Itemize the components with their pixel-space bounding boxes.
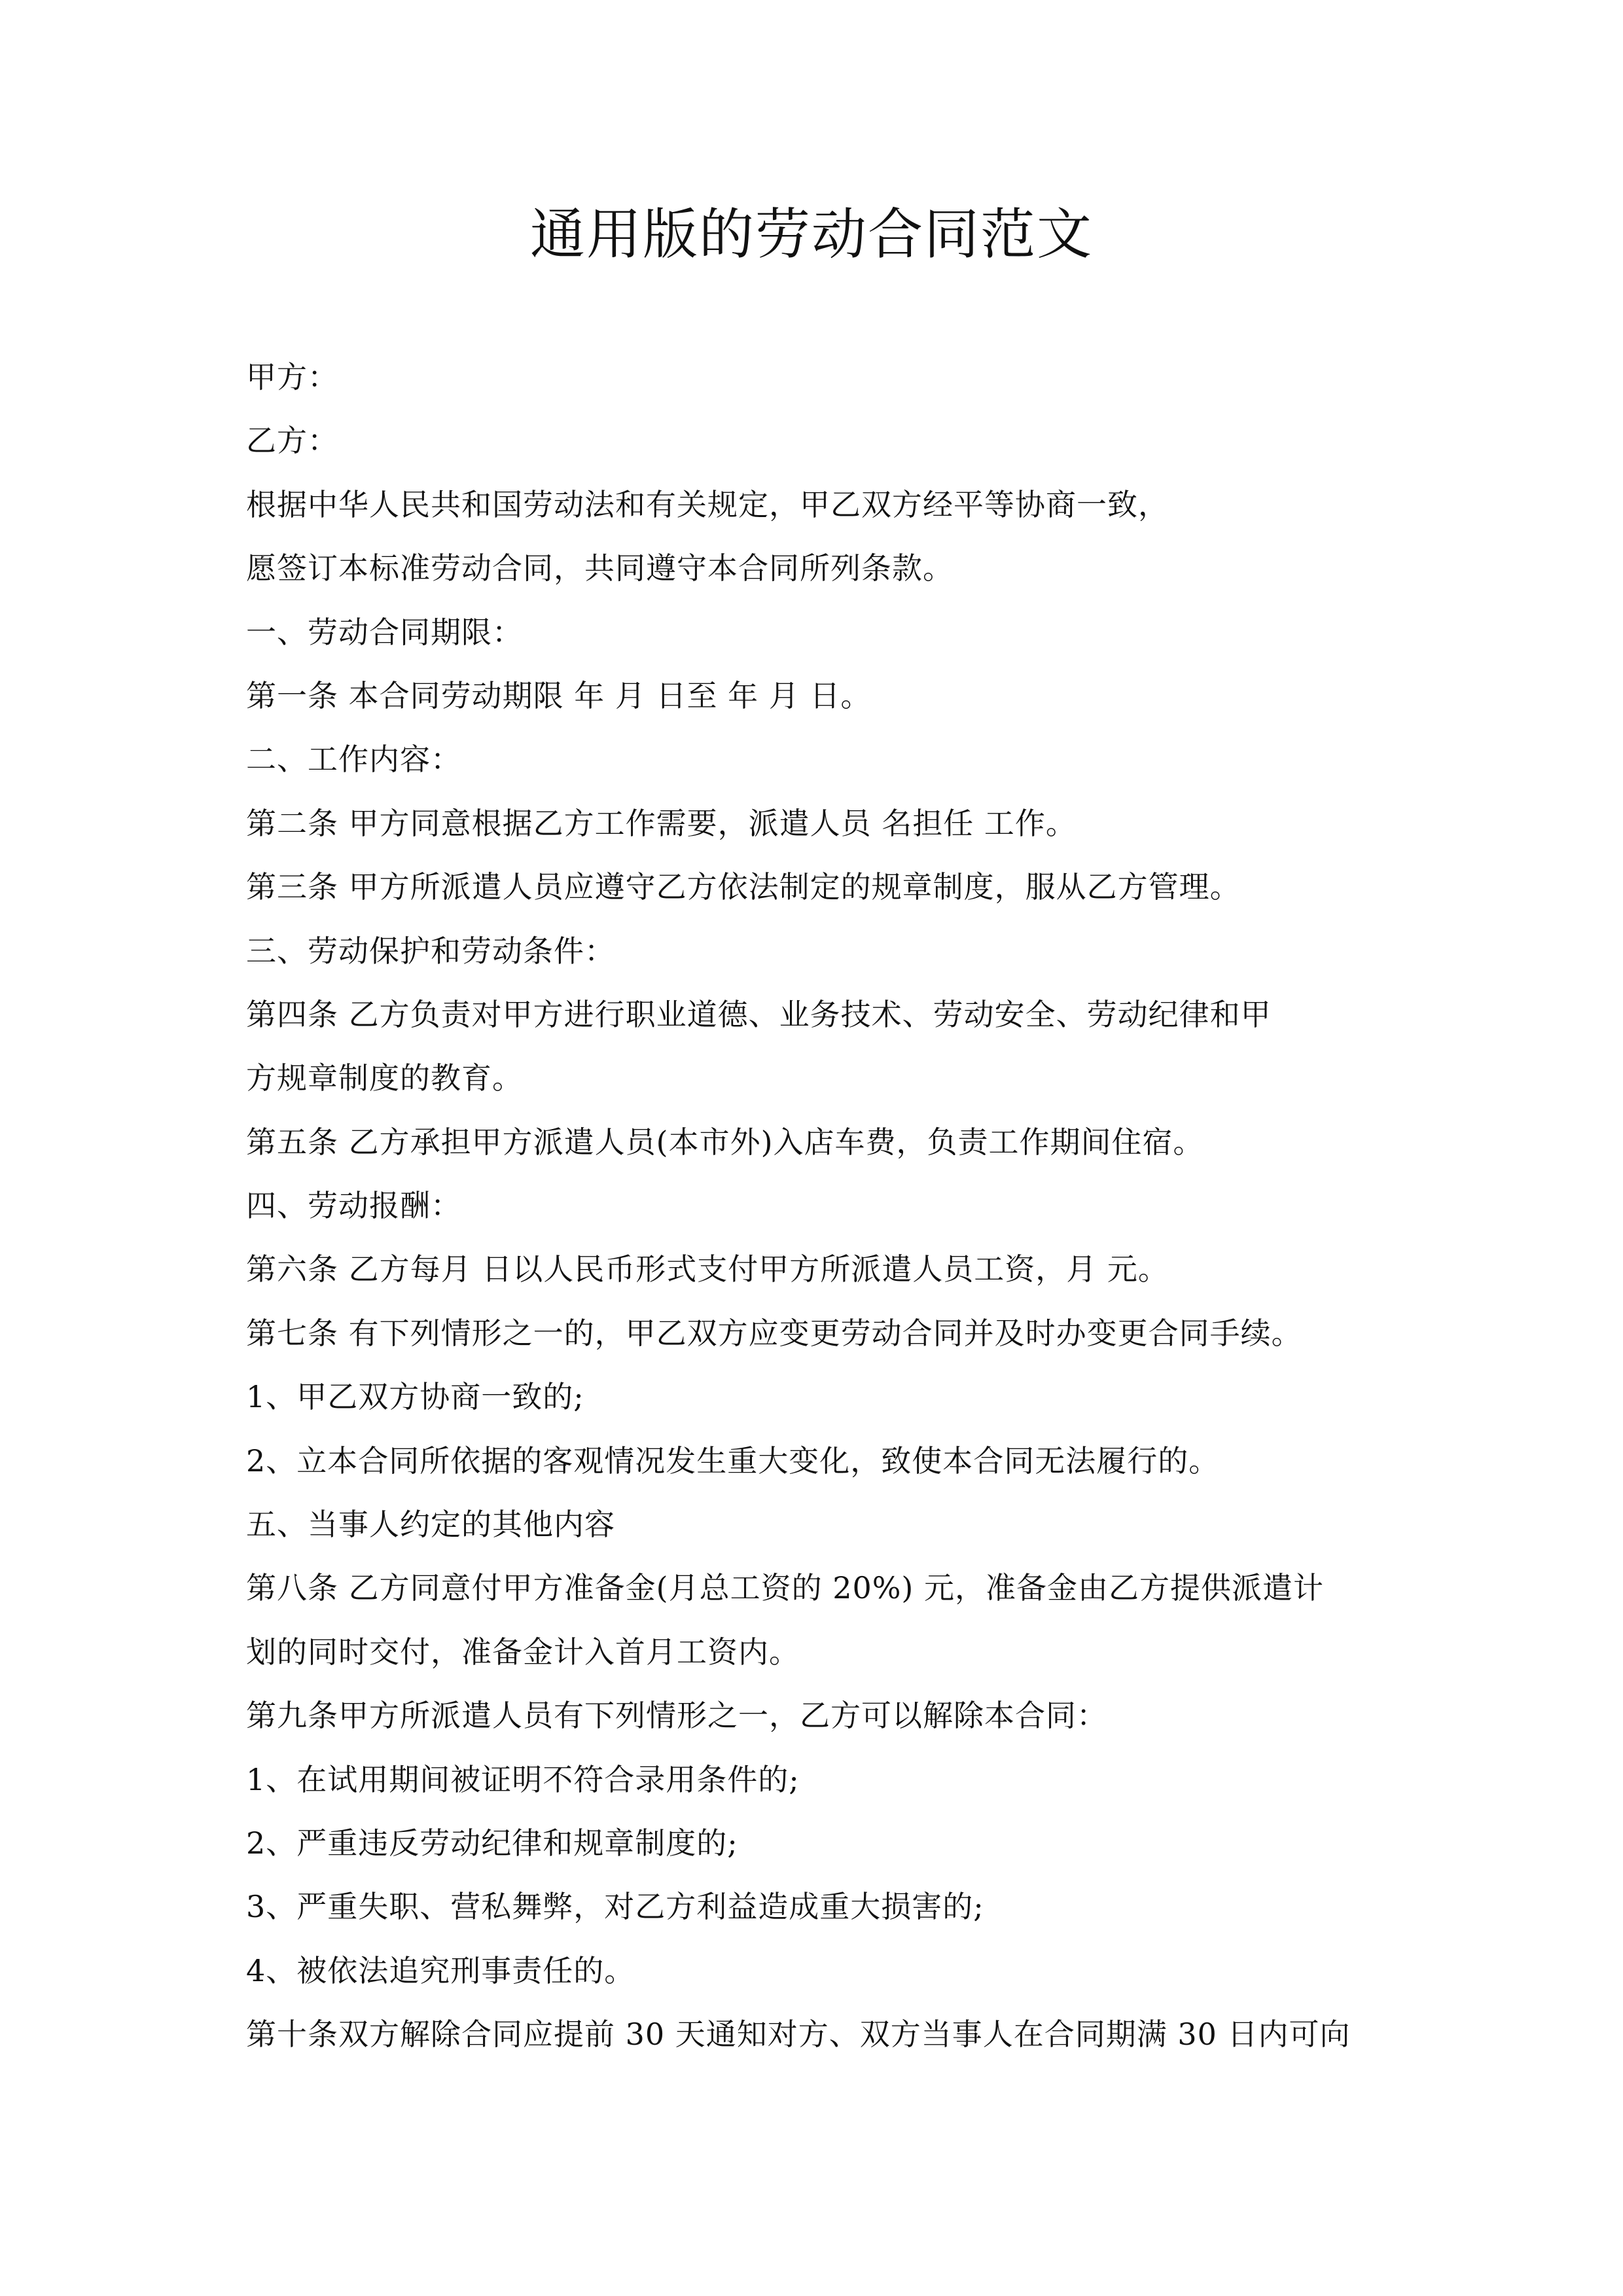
paragraph-line: 1、在试用期间被证明不符合录用条件的; xyxy=(246,1761,800,1797)
paragraph-line: 第六条 乙方每月 日以人民币形式支付甲方所派遣人员工资，月 元。 xyxy=(246,1251,1169,1287)
paragraph-line: 根据中华人民共和国劳动法和有关规定，甲乙双方经平等协商一致， xyxy=(246,486,1169,522)
paragraph-line: 3、严重失职、营私舞弊，对乙方利益造成重大损害的; xyxy=(246,1889,984,1925)
paragraph-line: 第一条 本合同劳动期限 年 月 日至 年 月 日。 xyxy=(246,677,872,713)
paragraph-line: 第七条 有下列情形之一的，甲乙双方应变更劳动合同并及时办变更合同手续。 xyxy=(246,1315,1302,1351)
paragraph-line: 4、被依法追究刑事责任的。 xyxy=(246,1952,635,1988)
paragraph-line: 甲方： xyxy=(246,359,338,395)
paragraph-line: 2、严重违反劳动纪律和规章制度的; xyxy=(246,1825,738,1861)
paragraph-line: 愿签订本标准劳动合同，共同遵守本合同所列条款。 xyxy=(246,550,954,586)
paragraph-line: 第八条 乙方同意付甲方准备金(月总工资的 20%) 元，准备金由乙方提供派遣计 xyxy=(246,1570,1325,1606)
paragraph-line: 方规章制度的教育。 xyxy=(246,1060,523,1096)
paragraph-line: 二、工作内容： xyxy=(246,742,461,778)
paragraph-line: 2、立本合同所依据的客观情况发生重大变化，致使本合同无法履行的。 xyxy=(246,1443,1220,1479)
paragraph-line: 三、劳动保护和劳动条件： xyxy=(246,933,615,969)
paragraph-line: 第三条 甲方所派遣人员应遵守乙方依法制定的规章制度，服从乙方管理。 xyxy=(246,869,1241,905)
paragraph-line: 划的同时交付，准备金计入首月工资内。 xyxy=(246,1634,800,1670)
paragraph-line: 四、劳动报酬： xyxy=(246,1188,461,1224)
paragraph-line: 五、当事人约定的其他内容 xyxy=(246,1507,615,1543)
paragraph-line: 第四条 乙方负责对甲方进行职业道德、业务技术、劳动安全、劳动纪律和甲 xyxy=(246,996,1272,1032)
paragraph-line: 第十条双方解除合同应提前 30 天通知对方、双方当事人在合同期满 30 日内可向 xyxy=(246,2017,1351,2053)
paragraph-line: 1、甲乙双方协商一致的; xyxy=(246,1379,584,1415)
paragraph-line: 第二条 甲方同意根据乙方工作需要，派遣人员 名担任 工作。 xyxy=(246,805,1077,841)
paragraph-line: 乙方： xyxy=(246,423,338,459)
document-title: 通用版的劳动合同范文 xyxy=(529,202,1093,266)
paragraph-line: 一、劳动合同期限： xyxy=(246,614,523,650)
document-body xyxy=(246,346,1398,2067)
paragraph-line: 第五条 乙方承担甲方派遣人员(本市外)入店车费，负责工作期间住宿。 xyxy=(246,1124,1204,1160)
paragraph-line: 第九条甲方所派遣人员有下列情形之一，乙方可以解除本合同： xyxy=(246,1698,1107,1734)
